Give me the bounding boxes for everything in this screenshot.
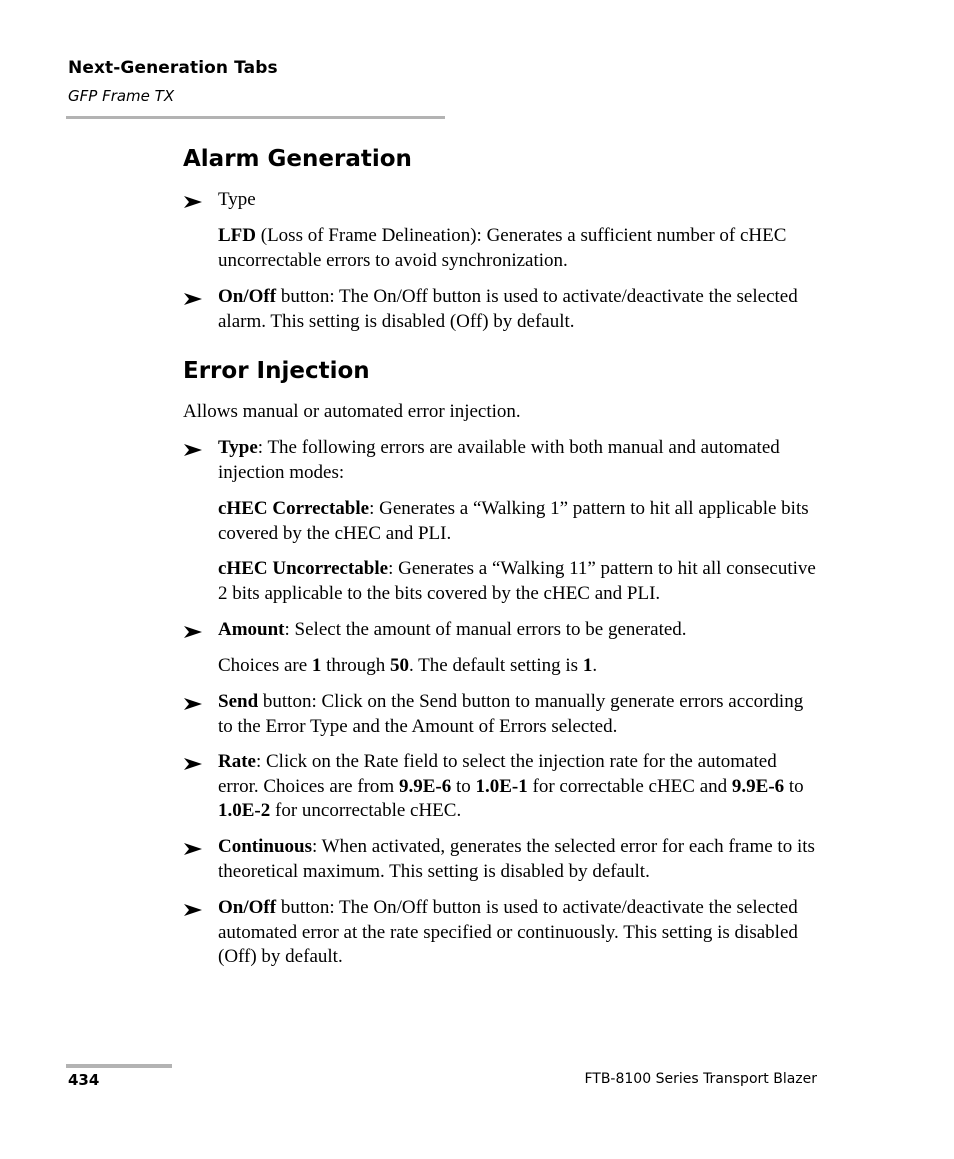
chec-correctable-description (218, 497, 818, 546)
alarm-lfd-description (218, 224, 818, 273)
amount-term: Amount (218, 619, 285, 640)
error-onoff-term: On/Off (218, 897, 277, 918)
page-number: 434 (68, 1071, 100, 1089)
chec-uncorrectable-description (218, 557, 818, 606)
amount-min: 1 (311, 655, 322, 676)
onoff-term: On/Off (218, 286, 277, 307)
bullet-arrow-icon (183, 697, 203, 711)
send-description (218, 690, 818, 739)
chec-uncorrectable-text: : Generates a “Walking 11” pattern to hit all consecutive 2 bits applicable to the bits covered by the cHEC and PLI. (218, 558, 816, 604)
error-injection-intro: Allows manual or automated error injection. (183, 401, 521, 422)
amount-choices: Choices are 1 through 50. The default setting is 1. (218, 655, 598, 676)
lfd-text: (Loss of Frame Delineation): Generates a sufficient number of cHEC uncorrectable errors to avoid synchronization. (218, 225, 787, 271)
rate-description: Rate: Click on the Rate field to select the injection rate for the automated error. Choices are from 9.9E-6 to 1.0E-1 for correctable cHEC and 9.9E-6 to 1.0E-2 for uncorrectable cHEC. (218, 751, 804, 821)
amount-default: 1 (582, 655, 593, 676)
rate-corr-min: 9.9E-6 (398, 775, 452, 797)
alarm-generation-heading: Alarm Generation (183, 146, 412, 172)
continuous-description (218, 835, 818, 884)
amount-text: : Select the amount of manual errors to be generated. (284, 619, 687, 640)
amount-max: 50 (390, 655, 410, 676)
lfd-term: LFD (218, 225, 256, 246)
rate-term: Rate (218, 751, 256, 772)
alarm-onoff-description (218, 285, 818, 334)
send-term: Send (218, 691, 259, 712)
continuous-text: : When activated, generates the selected error for each frame to its theoretical maximum. This setting is disabled by default. (218, 836, 815, 882)
error-onoff-description (218, 896, 818, 970)
bullet-arrow-icon (183, 903, 203, 917)
chec-correctable-text: : Generates a “Walking 1” pattern to hit all applicable bits covered by the cHEC and PLI. (218, 498, 809, 544)
error-injection-heading: Error Injection (183, 358, 370, 384)
bullet-arrow-icon (183, 292, 203, 306)
bullet-arrow-icon (183, 443, 203, 457)
amount-description (218, 618, 818, 643)
rate-unc-min: 9.9E-6 (731, 775, 785, 797)
continuous-term: Continuous (218, 836, 312, 857)
alarm-type-label: Type (218, 189, 256, 210)
bullet-arrow-icon (183, 757, 203, 771)
error-type-description (218, 436, 818, 485)
rate-corr-max: 1.0E-1 (475, 775, 528, 797)
bullet-arrow-icon (183, 842, 203, 856)
send-text: button: Click on the Send button to manually generate errors according to the Error Type and the Amount of Errors selected. (218, 691, 804, 737)
error-onoff-text: button: The On/Off button is used to activate/deactivate the selected automated error at the rate specified or continuously. This setting is disabled (Off) by default. (218, 897, 798, 967)
type-term: Type (218, 437, 258, 458)
chec-uncorrectable-term: cHEC Uncorrectable (218, 558, 389, 579)
bullet-arrow-icon (183, 195, 203, 209)
chapter-title: Next-Generation Tabs (68, 58, 278, 78)
chec-correctable-term: cHEC Correctable (218, 498, 370, 519)
bullet-arrow-icon (183, 625, 203, 639)
type-text: : The following errors are available with both manual and automated injection modes: (218, 437, 780, 483)
header-divider (66, 116, 445, 119)
product-name: FTB-8100 Series Transport Blazer (584, 1071, 817, 1087)
onoff-text: button: The On/Off button is used to activate/deactivate the selected alarm. This setting is disabled (Off) by default. (218, 286, 798, 332)
footer-divider (66, 1064, 172, 1068)
section-subtitle: GFP Frame TX (68, 87, 175, 105)
rate-unc-max: 1.0E-2 (218, 800, 271, 821)
